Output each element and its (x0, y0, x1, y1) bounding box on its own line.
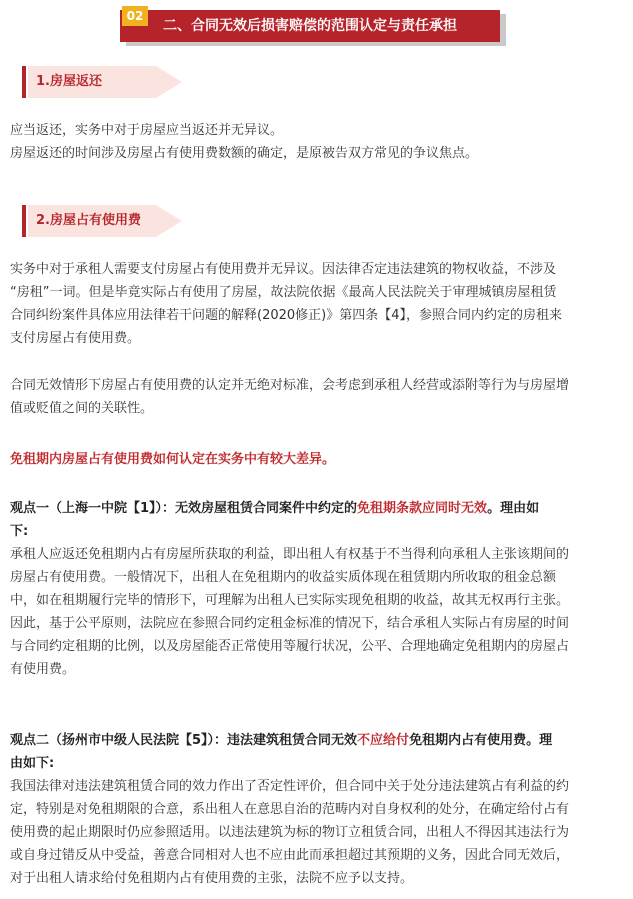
text-line: 对于出租人请求给付免租期内占有使用费的主张，法院不应予以支持。 (10, 871, 414, 886)
subsection-title: 2.房屋占有使用费 (36, 213, 141, 228)
text-line: 实务中对于承租人需要支付房屋占有使用费并无异议。因法律否定违法建筑的物权收益，不涉及 (10, 262, 557, 277)
text-line: “房租”一词。但是毕竟实际占有使用了房屋，故法院依据《最高人民法院关于审理城镇房屋租赁 (10, 285, 557, 300)
viewpoint-one (10, 497, 622, 681)
viewpoint-one-lead (10, 497, 622, 520)
text-line: 与合同约定租期的比例，以及房屋能否正常使用等履行状况，公平、合理地确定免租期内的房屋占 (10, 639, 570, 654)
lead-text: 观点一（上海一中院【1】）：无效房屋租赁合同案件中约定的 (10, 501, 358, 516)
highlight-statement (10, 448, 622, 471)
paragraph-occupancy-fee (10, 258, 622, 350)
lead-text: 观点二（扬州市中级人民法院【5】）：违法建筑租赁合同无效 (10, 733, 358, 748)
highlight-text: 免租期内房屋占有使用费如何认定在实务中有较大差异。 (10, 452, 336, 467)
text-line: 房屋返还的时间涉及房屋占有使用费数额的确定，是原被告双方常见的争议焦点。 (10, 146, 479, 161)
subsection-heading-1 (22, 66, 182, 98)
text-line: 应当返还，实务中对于房屋应当返还并无异议。 (10, 123, 284, 138)
text-line: 承租人应返还免租期内占有房屋所获取的利益，即出租人有权基于不当得利向承租人主张该期间的 (10, 547, 570, 562)
paragraph-no-standard (10, 374, 622, 420)
header-number-badge: 02 (122, 6, 148, 26)
lead-text-tail: 。理由如 (487, 501, 540, 516)
text-line: 使用费的起止期限时仍应参照适用。以违法建筑为标的物订立租赁合同，出租人不得因其违法行为 (10, 825, 570, 840)
text-line: 中，如在租期履行完毕的情形下，可理解为出租人已实际实现免租期的收益，故其无权再行主张。 (10, 593, 570, 608)
subsection-title: 1.房屋返还 (36, 74, 102, 89)
lead-highlight: 不应给付 (357, 733, 410, 748)
viewpoint-one-lead-wrap: 下: (10, 524, 29, 539)
text-line: 有使用费。 (10, 662, 76, 677)
subsection-heading-2 (22, 205, 182, 237)
text-line: 或自身过错反从中受益，善意合同相对人也不应由此而承担超过其预期的义务，因此合同无效后， (10, 848, 570, 863)
paragraph-house-return (10, 119, 622, 165)
lead-highlight: 免租期条款应同时无效 (357, 501, 488, 516)
lead-text-tail: 免租期内占有使用费。理 (409, 733, 553, 748)
viewpoint-two-lead (10, 729, 622, 752)
text-line: 合同纠纷案件具体应用法律若干问题的解释(2020修正)》第四条【4】，参照合同内约定的房租来 (10, 308, 562, 323)
viewpoint-two (10, 729, 622, 890)
heading-accent-bar (22, 66, 26, 98)
section-header (120, 6, 512, 48)
text-line: 房屋占有使用费。一般情况下，出租人在免租期内的收益实质体现在租赁期内所收取的租金总额 (10, 570, 557, 585)
text-line: 因此，基于公平原则，法院应在参照合同约定租金标准的情况下，结合承租人实际占有房屋的时间 (10, 616, 570, 631)
header-title: 二、合同无效后损害赔偿的范围认定与责任承担 (120, 10, 500, 42)
heading-accent-bar (22, 205, 26, 237)
text-line: 合同无效情形下房屋占有使用费的认定并无绝对标准，会考虑到承租人经营或添附等行为与房屋增 (10, 378, 570, 393)
text-line: 值或贬值之间的关联性。 (10, 401, 154, 416)
viewpoint-two-lead-wrap: 由如下: (10, 756, 55, 771)
text-line: 我国法律对违法建筑租赁合同的效力作出了否定性评价，但合同中关于处分违法建筑占有利益的约 (10, 779, 570, 794)
text-line: 支付房屋占有使用费。 (10, 331, 141, 346)
text-line: 定，特别是对免租期限的合意，系出租人在意思自治的范畴内对自身权利的处分，在确定给付占有 (10, 802, 570, 817)
